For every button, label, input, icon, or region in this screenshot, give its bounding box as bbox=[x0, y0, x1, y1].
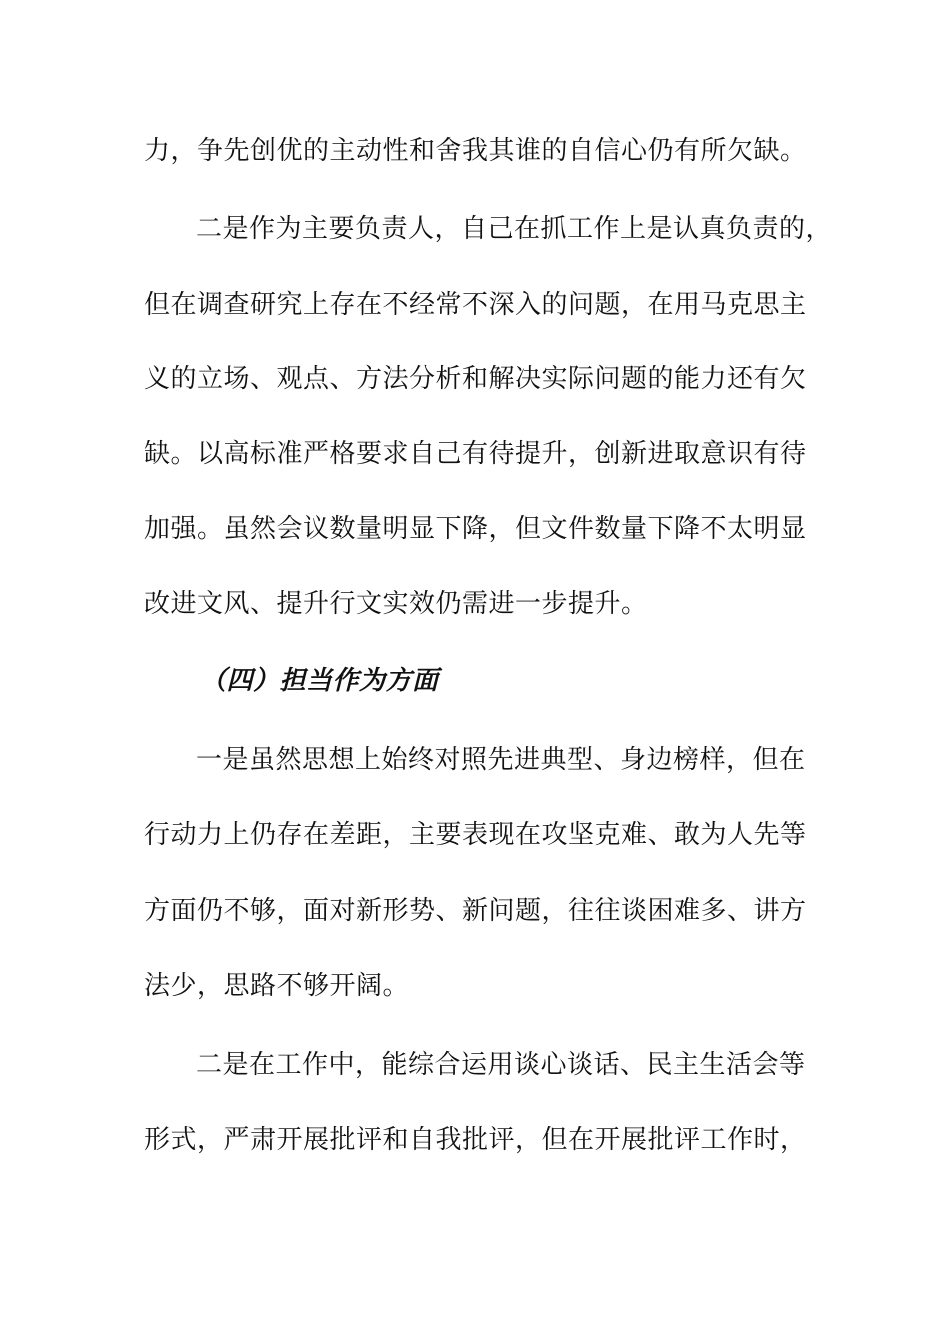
text-line: 义的立场、观点、方法分析和解决实际问题的能力还有欠 bbox=[144, 364, 807, 394]
text-line: 方面仍不够，面对新形势、新问题，往往谈困难多、讲方 bbox=[144, 896, 807, 926]
paragraph-start-line: 二是在工作中，能综合运用谈心谈话、民主生活会等 bbox=[196, 1050, 806, 1080]
text-line: 但在调查研究上存在不经常不深入的问题，在用马克思主 bbox=[144, 290, 807, 320]
text-line: 缺。以高标准严格要求自己有待提升，创新进取意识有待 bbox=[144, 439, 807, 469]
paragraph-start-line: 二是作为主要负责人，自己在抓工作上是认真负责的， bbox=[196, 214, 833, 244]
section-heading: （四）担当作为方面 bbox=[200, 666, 439, 696]
text-line: 力，争先创优的主动性和舍我其谁的自信心仍有所欠缺。 bbox=[144, 136, 807, 166]
paragraph-start-line: 一是虽然思想上始终对照先进典型、身边榜样，但在 bbox=[196, 745, 806, 775]
text-line: 加强。虽然会议数量明显下降，但文件数量下降不太明显 bbox=[144, 514, 807, 544]
text-line: 行动力上仍存在差距，主要表现在攻坚克难、敢为人先等 bbox=[144, 820, 807, 850]
text-line: 法少，思路不够开阔。 bbox=[144, 971, 410, 1001]
text-line: 形式，严肃开展批评和自我批评，但在开展批评工作时， bbox=[144, 1125, 807, 1155]
text-line: 改进文风、提升行文实效仍需进一步提升。 bbox=[144, 589, 648, 619]
